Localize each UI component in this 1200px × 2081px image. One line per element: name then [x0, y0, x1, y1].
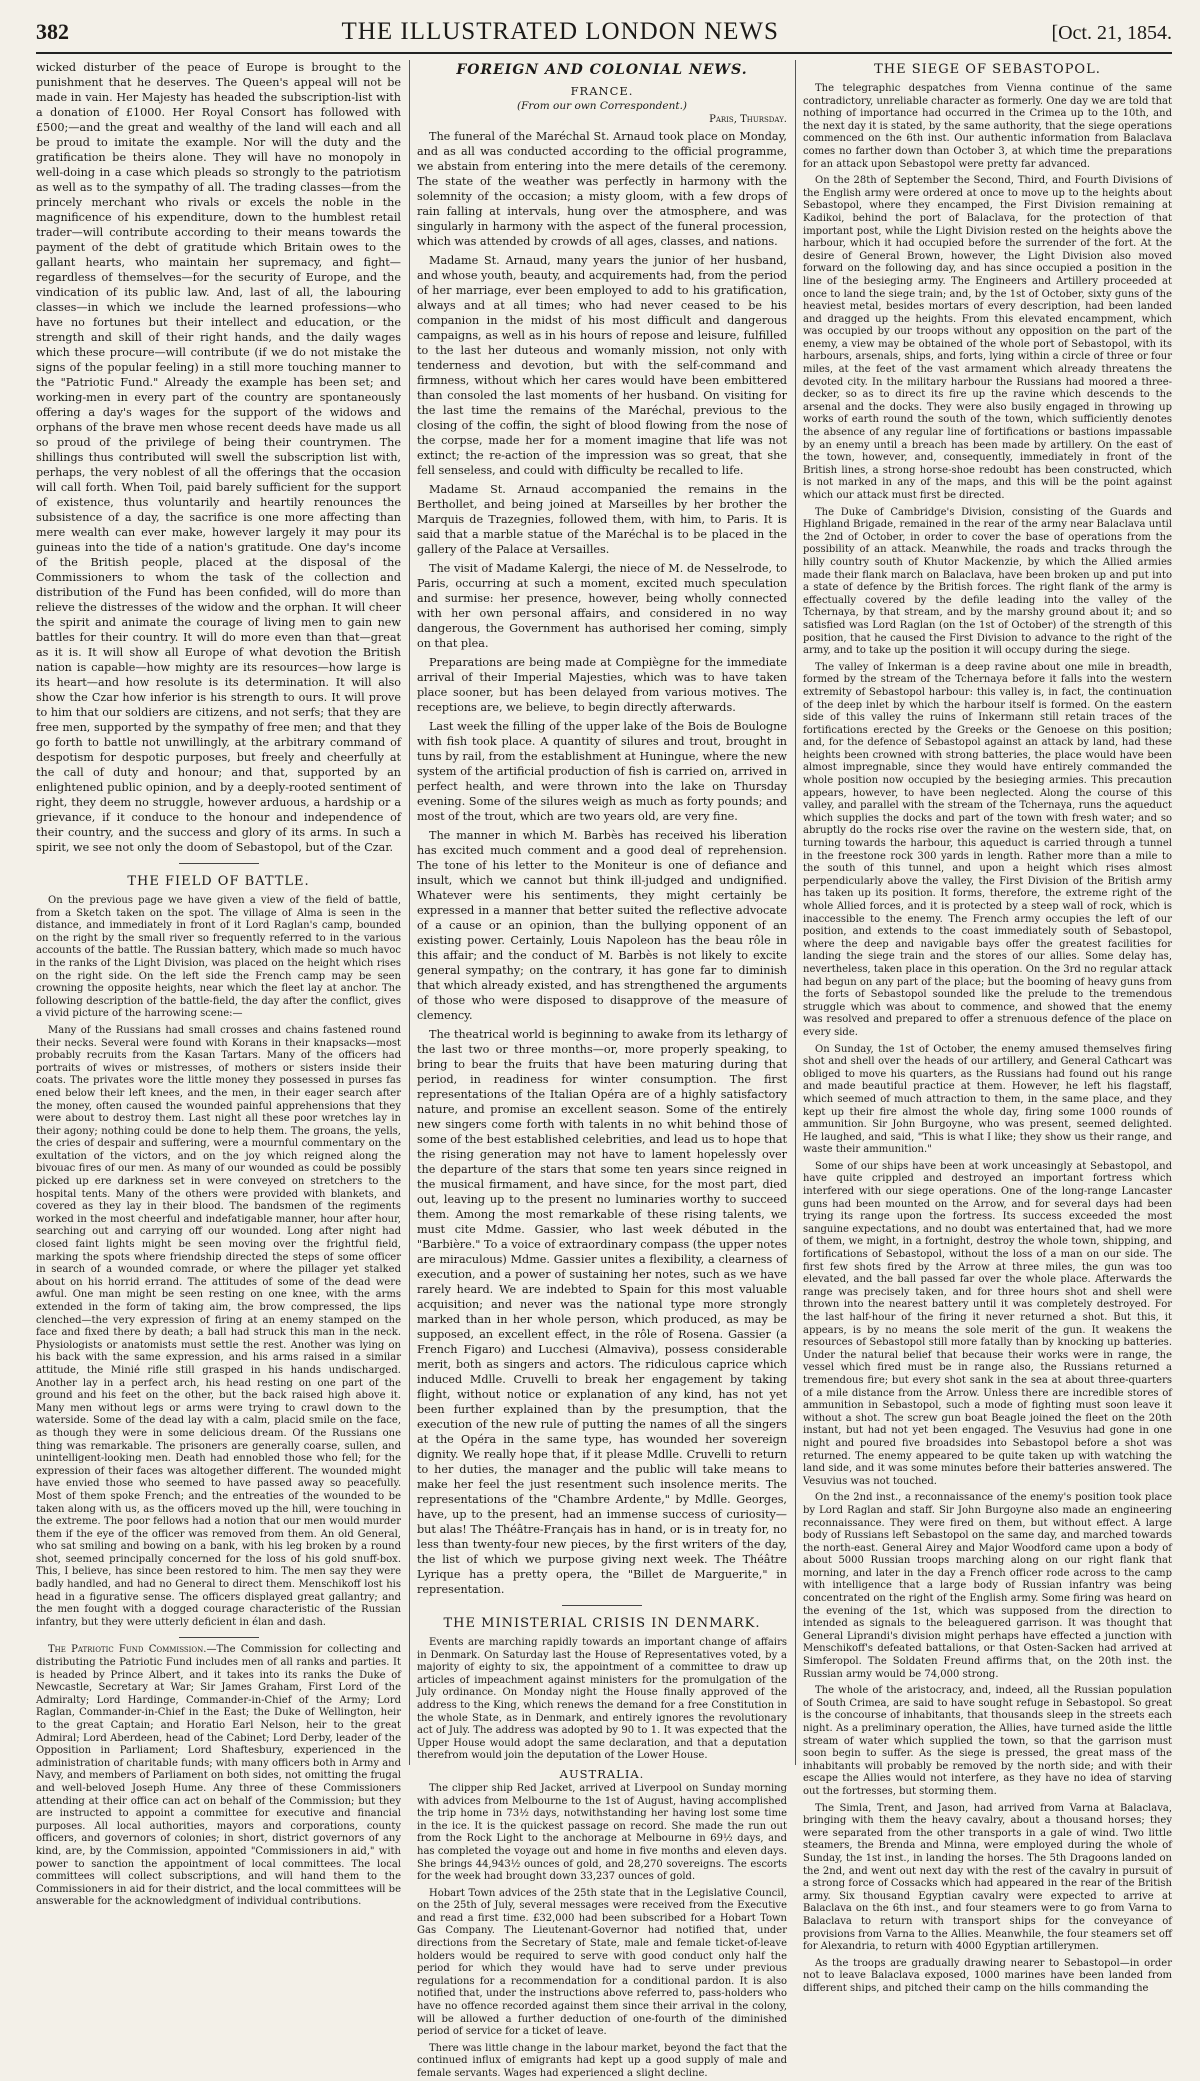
- patriotic-fund-heading: The Patriotic Fund Commission.: [48, 1644, 207, 1656]
- patriotic-fund-text: —The Commission for collecting and distributing the Patriotic Fund includes men of all ranks and parties. It is headed by Prince Albert, and it takes into its ranks the Duke of Newcastle, Secretary at War; Sir James Graham, First Lord of the Admiralty; Lord Hardinge, Commander-in-Chief of the Army; Lord Raglan, Commander-in-Chief in the East; the Duke of Wellington, heir to the great Captain; and Horatio Earl Nelson, heir to the great Admiral; Lord Aberdeen, head of the Cabinet; Lord Derby, leader of the Opposition in Parliament; Lord Shaftesbury, experienced in the administration of charitable funds; with many officers both in Army and Navy, and members of Parliament on both sides, not omitting the frugal and well-beloved Joseph Hume. Any three of these Commissioners attending at their office can act on behalf of the Commission; but they are instructed to appoint a committee for executive and financial purposes. All local authorities, mayors and corporations, county officers, and governors of colonies; in short, district governors of any kind, are, by the Commission, appointed "Commissioners in aid," with power to sanction the appointment of local committees. The local committees will collect subscriptions, and will hand them to the Commissioners in aid for their district, and the local committees will be answerable for the acknowledgment of individual contributions.: [36, 1644, 401, 1908]
- masthead: [36, 18, 1172, 54]
- patriotic-fund-paragraph: [36, 1644, 401, 1908]
- column-left: [36, 60, 401, 1908]
- france-heading: FRANCE.: [570, 84, 634, 98]
- denmark-paragraph: Events are marching rapidly towards an important change of affairs in Denmark. On Saturday last the House of Representatives voted, by a majority of eighty to six, the appointment of a committee to draw up articles of impeachment against ministers for the promulgation of the July ordinance. On Monday night the House finally approved of the address to the King, which renews the demand for a free Constitution in the whole State, as in Denmark, and entirely ignores the revolutionary act of July. The address was adopted by 90 to 1. It was expected that the Upper House would adopt the same declaration, and that a deputation therefrom would join the deputation of the Lower House.: [417, 1637, 787, 1762]
- australia-paragraph: There was little change in the labour market, beyond the fact that the continued influx of emigrants had kept up a good supply of male and female servants. Wages had experienced a slight decline.: [417, 2042, 787, 2079]
- france-paragraph: The theatrical world is beginning to awake from its lethargy of the last two or three months—or, more properly speaking, to bring to bear the fruits that have been maturing during that period, in readiness for winter consumption. The first representations of the Italian Opéra are of a highly satisfactory nature, and promise an excellent season. Some of the entirely new singers come forth with talents in no whit behind those of some of the best established celebrities, and lead us to hope that the rising generation may not have to lament hopelessly over the departure of the stars that some ten years since reigned in the musical firmament, and have since, for the most part, died out, leaving up to the present no luminaries worthy to succeed them. Among the most remarkable of these rising talents, we must cite Mdme. Gassier, who last week débuted in the "Barbière." To a voice of extraordinary compass (the upper notes are miraculous) Mdme. Gassier unites a flexibility, a clearness of execution, and a power of sustaining her notes, such as we have rarely heard. We are indebted to Spain for this most valuable acquisition; and never was the national type more strongly marked than in her whole person, which produced, as may be supposed, an excellent effect, in the rôle of Rosena. Gassier (a French Figaro) and Lucchesi (Almaviva), possess considerable merit, both as singers and actors. The ridiculous caprice which induced Mdlle. Cruvelli to break her engagement by taking flight, without notice or explanation of any kind, has not yet been further explained than by the presumption, that the execution of the new rule of putting the names of all the singers at the Opéra in the same type, has wounded her sovereign dignity. We really hope that, if it please Mdlle. Cruvelli to return to her duties, the manager and the public will take means to make her feel the just resentment such insolence merits. The representations of the "Chambre Ardente," by Mdlle. Georges, have, up to the present, had an immense success of curiosity—but alas! The Théâtre-Français has in hand, or is in treaty for, no less than twenty-four new pieces, by the first writers of the day, the list of which we purpose giving next week. The Théâtre Lyrique has a pretty opera, the "Billet de Marguerite," in representation.: [417, 1028, 787, 1596]
- denmark-heading: THE MINISTERIAL CRISIS IN DENMARK.: [443, 1616, 761, 1631]
- france-paragraph: Madame St. Arnaud, many years the junior of her husband, and whose youth, beauty, and acquirements had, from the period of her marriage, ever been employed to add to his gratification, always and at all times; who had never ceased to be his companion in the midst of his most difficult and dangerous campaigns, as well as in his hours of repose and leisure, fulfilled to the last her duteous and womanly mission, not only with tenderness and devotion, but with the self-command and firmness, without which her cares would have been embittered than consoled the last moments of her husband. On visiting for the last time the remains of the Maréchal, previous to the closing of the coffin, the sight of blood flowing from the nose of the corpse, made her for a moment imagine that life was not extinct; the re-action of the impression was so great, that she fell senseless, and could with difficulty be recalled to life.: [417, 254, 787, 477]
- issue-date: [Oct. 21, 1854.: [1051, 22, 1172, 44]
- field-of-battle-intro: On the previous page we have given a view of the field of battle, from a Sketch taken on the spot. The village of Alma is seen in the distance, and immediately in front of it Lord Raglan's camp, bounded on the right by the small river so frequently referred to in the various accounts of the battle. The Russian battery, which made so much havoc in the ranks of the Light Division, was placed on the height which rises on the right side. On the left side the French camp may be seen crowning the opposite heights, near which the fleet lay at anchor. The following description of the battle-field, the day after the conflict, gives a vivid picture of the harrowing scene:—: [36, 895, 401, 1020]
- section-divider: [562, 1605, 642, 1606]
- siege-paragraph: The whole of the aristocracy, and, indeed, all the Russian population of South Crimea, are said to have sought refuge in Sebastopol. So great is the concourse of inhabitants, that thousands sleep in the streets each night. As a preliminary operation, the Allies, have turned aside the little stream of water which supplied the town, so that the garrison must soon begin to suffer. As the siege is pressed, the great mass of the inhabitants will probably be removed by the north side; and with their escape the Allies would not interfere, as they have no idea of starving out the fortresses, but storming them.: [803, 1685, 1172, 1797]
- section-divider: [179, 1637, 259, 1638]
- siege-paragraph: The valley of Inkerman is a deep ravine about one mile in breadth, formed by the stream of the Tchernaya before it falls into the western extremity of Sebastopol harbour: this valley is, in fact, the continuation of the deep inlet by which the harbour itself is formed. On the eastern side of this valley the ruins of Inkermann still retain traces of the fortifications erected by the Greeks or the Genoese on this position; and, for the defence of Sebastopol against an attack by land, had these heights been crowned with strong batteries, the place would have been almost impregnable, since they would have entirely commanded the whole position now occupied by the besieging armies. This precaution appears, however, to have been neglected. Along the course of this valley, and parallel with the stream of the Tchernaya, runs the aqueduct which supplies the docks and part of the town with fresh water; and so abruptly do the rocks rise over the ravine on the western side, that, on turning towards the harbour, this aqueduct is carried through a tunnel in the freestone rock 300 yards in length. Rather more than a mile to the south of this tunnel, and upon a height which rises almost perpendicularly above the valley, the First Division of the British army has taken up its position. It forms, therefore, the extreme right of the whole Allied forces, and it is protected by a steep wall of rock, which is inaccessible to the enemy. The French army occupies the left of our position, and extends to the coast immediately south of Sebastopol, where the deep and navigable bays offer the greatest facilities for landing the siege train and the stores of our allies. Some delay has, nevertheless, taken place in this operation. On the 3rd no regular attack had begun on any part of the place; but the booming of heavy guns from the forts of Sebastopol sounded like the prelude to the tremendous struggle which was about to commence, and showed that the enemy was resolved and prepared to offer a strenuous defence of the place on every side.: [803, 661, 1172, 1038]
- correspondent-byline: (From our own Correspondent.): [516, 100, 688, 112]
- france-paragraph: Madame St. Arnaud accompanied the remains in the Berthollet, and being joined at Marseilles by her brother the Marquis de Trazegnies, followed them, with him, to Paris. It is said that a marble statue of the Maréchal is to be placed in the gallery of the Palace at Versailles.: [417, 483, 787, 556]
- column-rule: [409, 60, 410, 1765]
- australia-paragraph: The clipper ship Red Jacket, arrived at Liverpool on Sunday morning with advices from Melbourne to the 1st of August, having accomplished the trip home in 73½ days, notwithstanding her having lost some time in the ice. It is the quickest passage on record. She made the run out from the Rock Light to the anchorage at Melbourne in 69½ days, and has completed the voyage out and home in five months and eleven days. She brings 44,943½ ounces of gold, and 28,270 sovereigns. The escorts for the week had brought down 33,237 ounces of gold.: [417, 1782, 787, 1883]
- france-paragraph: The visit of Madame Kalergi, the niece of M. de Nesselrode, to Paris, occurring at such a moment, excited much speculation and surmise: her presence, however, being wholly connected with her own personal affairs, and considered in no way dangerous, the Government has authorised her coming, simply on that plea.: [417, 562, 787, 650]
- siege-paragraph: The Duke of Cambridge's Division, consisting of the Guards and Highland Brigade, remained in the rear of the army near Balaclava until the 2nd of October, in order to cover the base of operations from the possibility of an attack. Meanwhile, the roads and tracks through the hilly country south of Khutor Mackenzie, by which the Allied armies made their flank march on Balaclava, have been broken up and put into a state of defence by the British forces. The right flank of the army is effectually covered by the defile leading into the valley of the Tchernaya, by that stream, and by the marshy ground about it; and so satisfied was Lord Raglan (on the 1st of October) of the strength of this position, that he caused the First Division to advance to the right of the army, and to take up the position it will occupy during the siege.: [803, 506, 1172, 657]
- siege-paragraph: On the 28th of September the Second, Third, and Fourth Divisions of the English army were ordered at once to move up to the heights about Sebastopol, where they encamped, the First Division remaining at Kadikoi, behind the port of Balaclava, for the protection of that important post, while the Light Division rested on the heights above the harbour, which it had occupied before the surrender of the fort. At the desire of General Brown, however, the Light Division also moved forward on the following day, and has since occupied a position in the line of the besieging army. The Engineers and Artillery proceeded at once to land the siege train; and, by the 1st of October, sixty guns of the heaviest metal, besides mortars of every description, had been landed and dragged up the heights. From this elevated encampment, which was occupied by our troops without any opposition on the part of the enemy, a view may be obtained of the whole port of Sebastopol, with its harbours, arsenals, ships, and forts, lying within a circle of three or four miles, at the feet of the vast armament which already threatens the devoted city. In the military harbour the Russians had moored a three-decker, so as to direct its fire up the ravine which descends to the arsenal and the docks. They were also busily engaged in throwing up works of earth round the south of the town, which sufficiently denotes the absence of any regular line of fortifications or bastions impassable by an enemy until a breach has been made by artillery. On the east of the town, however, and, consequently, immediately in front of the British lines, a strong horse-shoe redoubt has been constructed, which is not marked in any of the maps, and this will be the point against which our attack must first be directed.: [803, 175, 1172, 501]
- field-of-battle-description: Many of the Russians had small crosses and chains fastened round their necks. Several were found with Korans in their knapsacks—most probably recruits from the Kasan Tartars. Many of the officers had portraits of wives or mistresses, of mothers or sisters inside their coats. The privates wore the little money they possessed in purses fas ened below their left knees, and the men, in their eager search after the money, often caused the wounded painful apprehensions that they were about to destroy them. Last night all these poor wretches lay in their agony; nothing could be done to help them. The groans, the yells, the cries of despair and suffering, were a mournful commentary on the exultation of the victors, and on the joy which reigned along the bivouac fires of our men. As many of our wounded as could be possibly picked up ere darkness set in were conveyed on stretchers to the hospital tents. Many of the others were provided with blankets, and covered as they lay in their blood. The bandsmen of the regiments worked in the most cheerful and indefatigable manner, hour after hour, searching out and carrying off our wounded. Long after night had closed faint lights might be seen moving over the frightful field, marking the spots where friendship directed the steps of some officer in search of a wounded comrade, or where the pillager yet stalked about on his horrid errand. The attitudes of some of the dead were awful. One man might be seen resting on one knee, with the arms extended in the form of taking aim, the brow compressed, the lips clenched—the very expression of firing at an enemy stamped on the face and fixed there by death; a ball had struck this man in the neck. Physiologists or anatomists must settle the rest. Another was lying on his back with the same expression, and his arms raised in a similar attitude, the Minié rifle still grasped in his hands undischarged. Another lay in a perfect arch, his head resting on one part of the ground and his feet on the other, but the back raised high above it. Many men without legs or arms were trying to crawl down to the waterside. Some of the dead lay with a calm, placid smile on the face, as though they were in some delicious dream. Of the Russians one thing was remarkable. The prisoners are generally coarse, sullen, and unintelligent-looking men. Death had ennobled those who fell; for the expression of their faces was altogether different. The wounded might have envied those who seemed to have passed away so peacefully. Most of them spoke French; and the entreaties of the wounded to be taken along with us, as the officers moved up the hill, were touching in the extreme. The poor fellows had a notion that our men would murder them if the eye of the officer was removed from them. An old General, who sat smiling and bowing on a bank, with his leg broken by a round shot, seemed principally concerned for the loss of his gold snuff-box. This, I believe, has since been restored to him. The men say they were badly handled, and had no General to direct them. Menschikoff lost his head in a figurative sense. The officers displayed great gallantry; and the men fought with a dogged courage characteristic of the Russian infantry, but they were utterly deficient in élan and dash.: [36, 1024, 401, 1628]
- siege-paragraph: On Sunday, the 1st of October, the enemy amused themselves firing shot and shell over the heads of our artillery, and General Cathcart was obliged to move his quarters, as the Russians had found out his range and made beautiful practice at them. However, he left his flagstaff, which seemed of much attraction to them, in the same place, and they kept up their fire almost the whole day, firing some 1000 rounds of ammunition. Sir John Burgoyne, who was present, seemed delighted. He laughed, and said, "This is what I like; they show us their range, and waste their ammunition.": [803, 1043, 1172, 1156]
- paris-dateline: Paris, Thursday.: [709, 114, 787, 125]
- france-paragraph: Last week the filling of the upper lake of the Bois de Boulogne with fish took place. A quantity of silures and trout, brought in tuns by rail, from the establishment at Huningue, where the new system of the artificial production of fish is carried on, arrived in perfect health, and were thrown into the lake on Thursday evening. Some of the silures weigh as much as forty pounds; and most of the trout, which are two years old, are very fine.: [417, 720, 787, 823]
- australia-heading: AUSTRALIA.: [559, 1766, 645, 1781]
- newspaper-title: THE ILLUSTRATED LONDON NEWS: [341, 18, 779, 45]
- foreign-news-heading: FOREIGN AND COLONIAL NEWS.: [456, 62, 748, 78]
- france-paragraph: The manner in which M. Barbès has received his liberation has excited much comment and a good deal of reprehension. The tone of his letter to the Moniteur is one of defiance and insult, which we cannot but think ill-judged and undignified. Whatever were his sentiments, they might certainly be expressed in a manner that better suited the reflective advocate of a cause or an opinion, than the bullying opponent of an existing power. Certainly, Louis Napoleon has the beau rôle in this affair; and the conduct of M. Barbès is not likely to excite general sympathy; on the contrary, it has gone far to diminish that which already existed, and has strengthened the arguments of those who were disposed to disapprove of the measure of clemency.: [417, 829, 787, 1022]
- siege-paragraph: On the 2nd inst., a reconnaissance of the enemy's position took place by Lord Raglan and staff. Sir John Burgoyne also made an engineering reconnaissance. They were fired on them, but without effect. A large body of Russians left Sebastopol on the same day, and marched towards the north-east. General Airey and Major Woodford came upon a body of about 5000 Russian troops marching along on our right flank that morning, and later in the day a French officer rode across to the camp with intelligence that a large body of Russian infantry was being concentrated on the right of the English army. Some firing was heard on the evening of the 1st, which was supposed from the direction to intended as signals to the beleaguered garrison. It was thought that General Liprandi's division might perhaps have effected a junction with Menschikoff's defeated battalions, or that Osten-Sacken had arrived at Simferopol. The Soldaten Freund affirms that, on the 20th inst. the Russian army would be 74,000 strong.: [803, 1492, 1172, 1680]
- column-middle: [417, 60, 787, 2079]
- siege-intro: The telegraphic despatches from Vienna continue of the same contradictory, unreliable character as formerly. One day we are told that nothing of importance had occurred in the Crimea up to the 10th, and the next day it is stated, by the same authority, that the siege operations commenced on the 6th inst. Our authentic information from Balaclava comes no farther down than October 3, at which time the preparations for an attack upon Sebastopol were pretty far advanced.: [803, 83, 1172, 170]
- siege-paragraph: The Simla, Trent, and Jason, had arrived from Varna at Balaclava, bringing with them the heavy cavalry, about a thousand horses; they were separated from the other transports in a gale of wind. Two little steamers, the Brenda and Minna, were employed during the whole of Sunday, the 1st inst., in landing the horses. The 5th Dragoons landed on the 2nd, and went out next day with the rest of the cavalry in pursuit of a strong force of Cossacks which had appeared in the rear of the British army. Six thousand Egyptian cavalry were expected to arrive at Balaclava on the 6th inst., and four steamers were to go from Varna to Balaclava to return with transport ships for the conveyance of provisions from Varna to the Allies. Meanwhile, the four steamers set off for Alexandria, to return with 4000 Egyptian artillerymen.: [803, 1802, 1172, 1953]
- australia-paragraph: Hobart Town advices of the 25th state that in the Legislative Council, on the 25th of July, several messages were received from the Executive and read a first time. £32,000 had been subscribed for a Hobart Town Gas Company. The Lieutenant-Governor had notified that, under directions from the Secretary of State, male and female ticket-of-leave holders would be required to serve with good conduct only half the period for which they would have had to serve under previous regulations for a recommendation for a conditional pardon. It is also notified that, under the instructions above referred to, pass-holders who have no offence recorded against them since their arrival in the colony, will be allowed a further deduction of one-fourth of the diminished period of service for a ticket of leave.: [417, 1887, 787, 2038]
- france-paragraph: Preparations are being made at Compiègne for the immediate arrival of their Imperial Majesties, which was to have taken place sooner, but has been delayed from various motives. The receptions are, we believe, to begin directly afterwards.: [417, 656, 787, 714]
- column-right: [803, 60, 1172, 1994]
- siege-paragraph: Some of our ships have been at work unceasingly at Sebastopol, and have quite crippled and destroyed an important fortress which interfered with our siege operations. One of the long-range Lancaster guns had been mounted on the Arrow, and for several days had been trying its range upon the fortress. Its success exceeded the most sanguine expectations, and no doubt was entertained that, had we more of them, we might, in a fortnight, destroy the whole town, shipping, and fortifications of Sebastopol, without the loss of a man on our side. The first few shots fired by the Arrow at three miles, the gun was too elevated, and the ball passed far over the whole place. Afterwards the range was precisely taken, and for three hours shot and shell were thrown into the nearest battery until it was completely destroyed. For the last half-hour of the firing it never returned a shot. But this, it appears, is by no means the sole merit of the gun. It weakens the resources of Sebastopol still more fatally than by knocking up batteries. Under the natural belief that because their works were in range, the vessel which fired must be in range also, the Russians returned a tremendous fire; but every shot sank in the sea at about three-quarters of a mile distance from the Arrow. Unless there are incredible stores of ammunition in Sebastopol, such a mode of fighting must soon leave it without a shot. The screw gun boat Beagle joined the fleet on the 20th instant, but had not yet been engaged. The Vesuvius had gone in one night and poured five broadsides into Sebastopol before a shot was returned. The enemy appeared to be quite taken up with watching the land side, and it was some minutes before their batteries answered. The Vesuvius was not touched.: [803, 1160, 1172, 1487]
- siege-paragraph: As the troops are gradually drawing nearer to Sebastopol—in order not to leave Balaclava exposed, 1000 marines have been landed from different ships, and pitched their camp on the hills commanding the: [803, 1957, 1172, 1994]
- field-of-battle-heading: THE FIELD OF BATTLE.: [127, 874, 310, 889]
- section-divider: [179, 863, 259, 864]
- page-number: 382: [36, 19, 69, 44]
- leader-article: wicked disturber of the peace of Europe is brought to the punishment that he deserves. The Queen's appeal will not be made in vain. Her Majesty has headed the subscription-list with a donation of £1000. Her Royal Consort has followed with £500;—and the great and wealthy of the land will each and all be proud to imitate the example. Nor will the duty and the gratification be theirs alone. They will have no monopoly in well-doing in a case which pleads so strongly to the patriotism as well as to the sympathy of all. The trading classes—from the princely merchant who rivals or excels the noble in the magnificence of his expenditure, down to the humblest retail trader—will contribute according to their means towards the payment of the debt of gratitude which Britain owes to the gallant hearts, who maintain her supremacy, and fight—regardless of themselves—for the security of Europe, and the vindication of its public law. And, last of all, the labouring classes—in which we include the learned professions—who have no fortunes but their intellect and education, or the strength and skill of their right hands, and the daily wages which these procure—will contribute (if we do not mistake the signs of the popular feeling) in a still more touching manner to the "Patriotic Fund." Already the example has been set; and working-men in every part of the country are spontaneously offering a day's wages for the support of the widows and orphans of the brave men whose recent deeds have made us all so proud of the privilege of being their countrymen. The shillings thus contributed will swell the subscription list with, perhaps, the very noblest of all the offerings that the occasion will call forth. When Toil, paid barely sufficient for the support of existence, thus voluntarily and heartily renounces the subsistence of a day, the sacrifice is one more affecting than mere wealth can ever make, however largely it may pour its guineas into the tide of a nation's gratitude. One day's income of the British people, placed at the disposal of the Commissioners to whom the task of the collection and distribution of the Fund has been confided, will do more than relieve the distresses of the widow and the orphan. It will cheer the spirit and animate the courage of living men to gain new battles for their country. It will do more even than that—great as it is. It will show all Europe of what devotion the British nation is capable—how mighty are its resources—how large is its heart—and how resolute is its determination. It will also show the Czar how inferior is his strength to ours. It will prove to him that our soldiers are citizens, and not serfs; that they are free men, supported by the sympathy of free men; and that they go forth to battle not unwillingly, at the arbitrary command of despotism for despotic purposes, but freely and cheerfully at the call of duty and honour; and that, supported by an enlightened public opinion, and by a deeply-rooted sentiment of right, they deem no struggle, however arduous, a hardship or a grievance, if it conduce to the honour and independence of their country, and the success and glory of its arms. In such a spirit, we see not only the doom of Sebastopol, but of the Czar.: [36, 61, 401, 854]
- france-paragraph: The funeral of the Maréchal St. Arnaud took place on Monday, and as all was conducted according to the official programme, we abstain from entering into the mere details of the ceremony. The state of the weather was perfectly in harmony with the solemnity of the occasion; a misty gloom, with a few drops of rain falling at intervals, hung over the atmosphere, and was singularly in harmony with the aspect of the funeral procession, which was attended by crowds of all ages, classes, and nations.: [417, 130, 787, 248]
- column-rule: [795, 60, 796, 1765]
- siege-heading: THE SIEGE OF SEBASTOPOL.: [874, 62, 1101, 77]
